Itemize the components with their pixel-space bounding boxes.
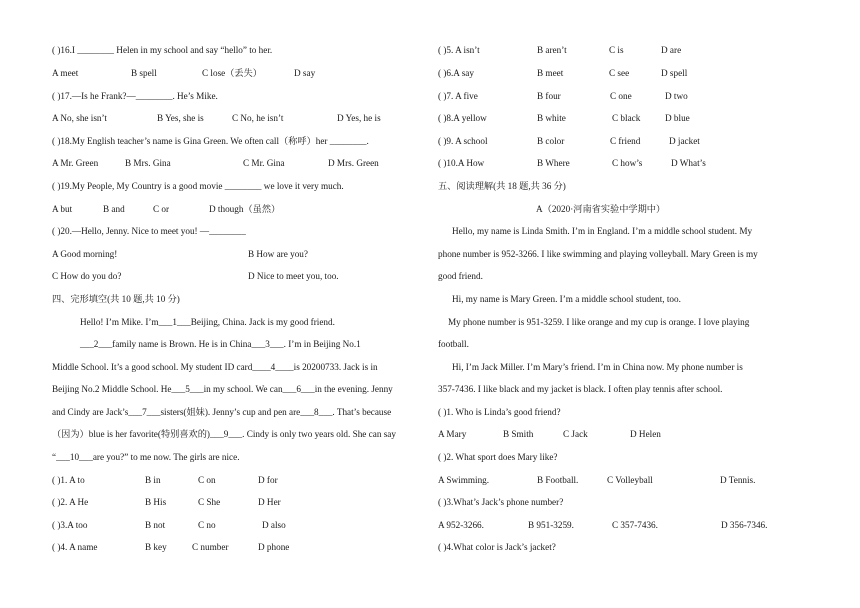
option: D for	[258, 475, 278, 485]
section-4-title: 四、完形填空(共 10 题,共 10 分)	[52, 294, 180, 304]
option: D Helen	[630, 429, 661, 439]
option: C on	[198, 475, 216, 485]
option: C Jack	[563, 429, 588, 439]
option: C is	[609, 45, 624, 55]
cloze-line: Middle School. It’s a good school. My student ID card____4____is 20200733. Jack is in	[52, 362, 378, 372]
option: D blue	[665, 113, 690, 123]
question-17: ( )17.—Is he Frank?—________. He’s Mike.	[52, 91, 218, 101]
option: A Swimming.	[438, 475, 490, 485]
option: B aren’t	[537, 45, 567, 55]
option: C how’s	[612, 158, 643, 168]
passage-line: My phone number is 951-3259. I like orange and my cup is orange. I love playing	[448, 317, 750, 327]
option: B white	[537, 113, 566, 123]
passage-line: Hello, my name is Linda Smith. I’m in England. I’m a middle school student. My	[452, 226, 753, 236]
option: D 356-7346.	[721, 520, 768, 530]
cloze-item-number: ( )2. A He	[52, 497, 89, 507]
option: C one	[610, 91, 632, 101]
question-19: ( )19.My People, My Country is a good movie ________ we love it very much.	[52, 181, 344, 191]
option: D though（虽然）	[209, 204, 281, 214]
option: D Mrs. Green	[328, 158, 379, 168]
option: B Mrs. Gina	[125, 158, 171, 168]
cloze-line: Beijing No.2 Middle School. He___5___in my school. We can___6___in the evening. Jenny	[52, 384, 393, 394]
cloze-item-number: ( )7. A five	[438, 91, 478, 101]
passage-line: good friend.	[438, 271, 483, 281]
cloze-line: ___2___family name is Brown. He is in China___3___. I’m in Beijing No.1	[80, 339, 361, 349]
passage-line: football.	[438, 339, 469, 349]
cloze-item-number: ( )5. A isn’t	[438, 45, 480, 55]
option: A meet	[52, 68, 79, 78]
option: B How are you?	[248, 249, 308, 259]
option: C friend	[610, 136, 641, 146]
reading-question-3: ( )3.What’s Jack’s phone number?	[438, 497, 564, 507]
option: B not	[145, 520, 166, 530]
option: A 952-3266.	[438, 520, 484, 530]
cloze-item-number: ( )10.A How	[438, 158, 485, 168]
cloze-item-number: ( )9. A school	[438, 136, 488, 146]
option: D jacket	[669, 136, 700, 146]
option: C see	[609, 68, 630, 78]
option: B key	[145, 542, 167, 552]
reading-question-2: ( )2. What sport does Mary like?	[438, 452, 558, 462]
option: C Mr. Gina	[243, 158, 285, 168]
option: B Smith	[503, 429, 534, 439]
passage-line: 357-7436. I like black and my jacket is black. I often play tennis after school.	[438, 384, 723, 394]
option: D also	[262, 520, 286, 530]
passage-line: phone number is 952-3266. I like swimming and playing volleyball. Mary Green is my	[438, 249, 758, 259]
option: C She	[198, 497, 221, 507]
option: B four	[537, 91, 561, 101]
option: A Good morning!	[52, 249, 118, 259]
cloze-line: （因为）blue is her favorite(特别喜欢的)___9___. Cindy is only two years old. She can say	[52, 429, 396, 439]
cloze-item-number: ( )8.A yellow	[438, 113, 487, 123]
passage-line: Hi, I’m Jack Miller. I’m Mary’s friend. I’m in China now. My phone number is	[452, 362, 743, 372]
question-20: ( )20.—Hello, Jenny. Nice to meet you! —________	[52, 226, 246, 236]
option: C no	[198, 520, 216, 530]
cloze-item-number: ( )3.A too	[52, 520, 88, 530]
cloze-line: and Cindy are Jack’s___7___sisters(姐妹). Jenny’s cup and pen are___8___. That’s because	[52, 407, 392, 417]
option: B in	[145, 475, 161, 485]
passage-line: Hi, my name is Mary Green. I’m a middle school student, too.	[452, 294, 681, 304]
cloze-line: Hello! I’m Mike. I’m___1___Beijing, China. Jack is my good friend.	[80, 317, 335, 327]
option: B His	[145, 497, 167, 507]
option: B 951-3259.	[528, 520, 574, 530]
option: D spell	[661, 68, 688, 78]
option: D Nice to meet you, too.	[248, 271, 339, 281]
option: D Yes, he is	[337, 113, 381, 123]
cloze-item-number: ( )6.A say	[438, 68, 474, 78]
question-18: ( )18.My English teacher’s name is Gina Green. We often call（称呼）her ________.	[52, 136, 369, 146]
section-5-title: 五、阅读理解(共 18 题,共 36 分)	[438, 181, 566, 191]
option: A No, she isn’t	[52, 113, 107, 123]
option: C black	[612, 113, 641, 123]
cloze-item-number: ( )1. A to	[52, 475, 85, 485]
option: A Mr. Green	[52, 158, 99, 168]
option: B Yes, she is	[157, 113, 204, 123]
option: C How do you do?	[52, 271, 122, 281]
option: D say	[294, 68, 316, 78]
cloze-line: “___10___are you?” to me now. The girls are nice.	[52, 452, 240, 462]
option: B Football.	[537, 475, 579, 485]
option: D two	[665, 91, 688, 101]
reading-question-4: ( )4.What color is Jack’s jacket?	[438, 542, 556, 552]
passage-a-title: A（2020·河南省实验中学期中）	[536, 204, 666, 214]
option: C 357-7436.	[612, 520, 658, 530]
option: B Where	[537, 158, 570, 168]
option: D Her	[258, 497, 281, 507]
option: C lose（丢失）	[202, 68, 262, 78]
question-16: ( )16.I ________ Helen in my school and say “hello” to her.	[52, 45, 273, 55]
option: A but	[52, 204, 73, 214]
option: A Mary	[438, 429, 467, 439]
option: D Tennis.	[720, 475, 756, 485]
option: C number	[192, 542, 229, 552]
option: B meet	[537, 68, 564, 78]
reading-question-1: ( )1. Who is Linda’s good friend?	[438, 407, 561, 417]
option: B spell	[131, 68, 157, 78]
option: B color	[537, 136, 565, 146]
option: D are	[661, 45, 682, 55]
option: C Volleyball	[607, 475, 653, 485]
option: C or	[153, 204, 170, 214]
option: B and	[103, 204, 125, 214]
cloze-item-number: ( )4. A name	[52, 542, 98, 552]
option: C No, he isn’t	[232, 113, 284, 123]
option: D What’s	[671, 158, 706, 168]
option: D phone	[258, 542, 290, 552]
